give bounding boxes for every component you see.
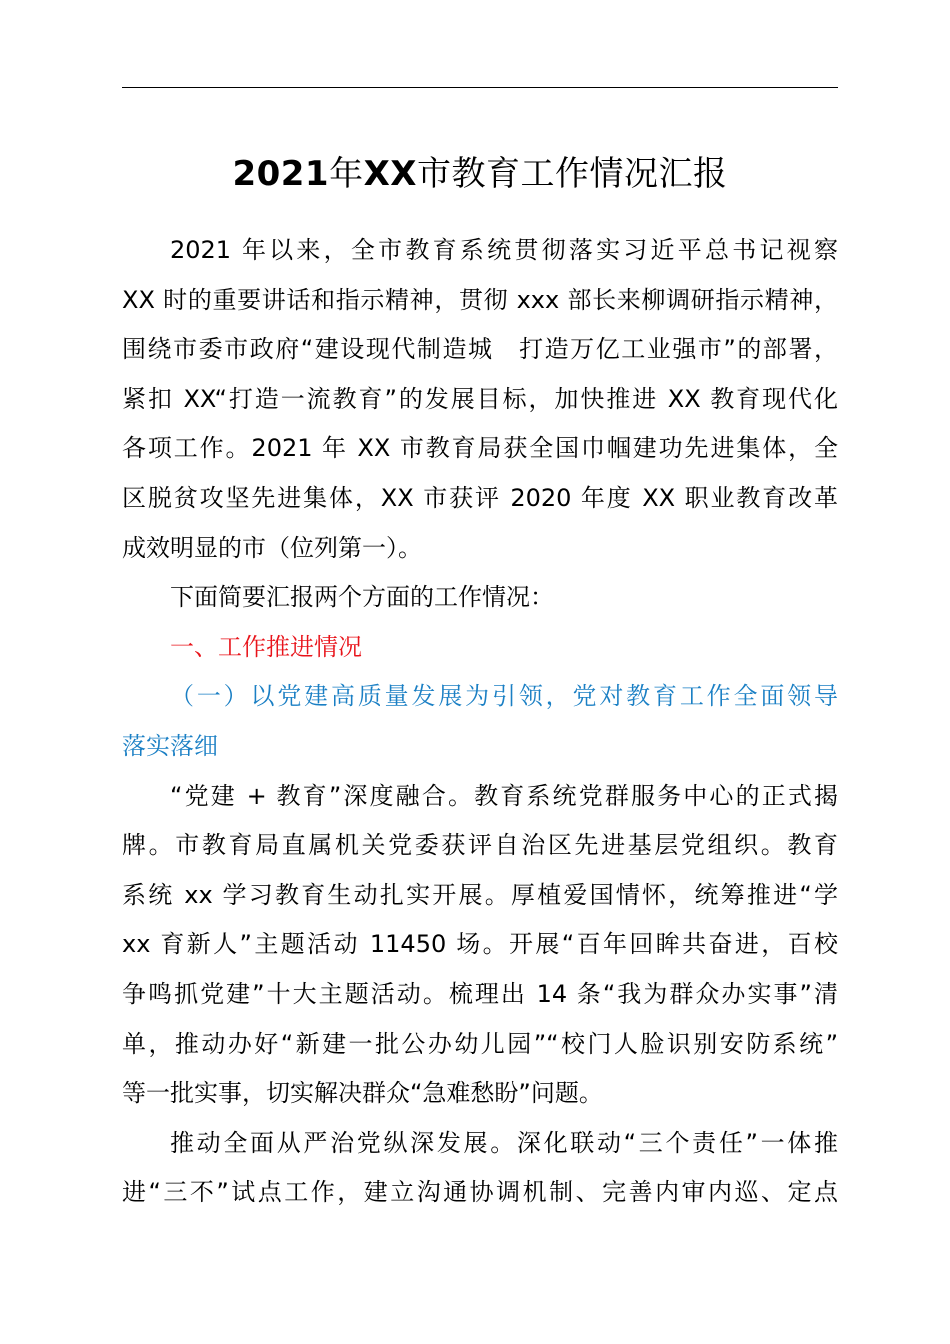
- paragraph-line: 各项工作。2021 年 XX 市教育局获全国巾帼建功先进集体，全: [122, 434, 838, 463]
- heading-line: 一、工作推进情况: [170, 632, 362, 661]
- paragraph-line: 围绕市委市政府“建设现代制造城 打造万亿工业强市”的部署，: [122, 335, 838, 364]
- paragraph-line: 争鸣抓党建”十大主题活动。梳理出 14 条“我为群众办实事”清: [122, 979, 838, 1008]
- heading-line: （一）以党建高质量发展为引领，党对教育工作全面领导: [170, 682, 838, 711]
- heading-line: 落实落细: [122, 731, 218, 760]
- paragraph-line: 等一批实事，切实解决群众“急难愁盼”问题。: [122, 1079, 603, 1108]
- title-rest: 市教育工作情况汇报: [417, 154, 728, 194]
- paragraph-line: xx 育新人”主题活动 11450 场。开展“百年回眸共奋进，百校: [122, 930, 838, 959]
- paragraph-line: 区脱贫攻坚先进集体，XX 市获评 2020 年度 XX 职业教育改革: [122, 483, 838, 512]
- paragraph-intro: [122, 226, 838, 573]
- header-rule: [122, 87, 838, 88]
- paragraph-line: 成效明显的市（位列第一）。: [122, 533, 422, 562]
- paragraph-line: 单，推动办好“新建一批公办幼儿园”“校门人脸识别安防系统”: [122, 1029, 838, 1058]
- title-year: 2021: [232, 154, 330, 194]
- paragraph-line: 系统 xx 学习教育生动扎实开展。厚植爱国情怀，统筹推进“学: [122, 880, 838, 909]
- paragraph-party-building: [122, 772, 838, 1119]
- section-heading-1: [122, 623, 838, 673]
- paragraph-line: 下面简要汇报两个方面的工作情况：: [170, 583, 554, 612]
- paragraph-line: 2021 年以来，全市教育系统贯彻落实习近平总书记视察: [170, 236, 838, 264]
- subsection-heading-1: [122, 672, 838, 771]
- title-nian: 年: [329, 154, 364, 194]
- paragraph-governance: [122, 1119, 838, 1218]
- document-title: [122, 150, 838, 198]
- paragraph-line: 紧扣 XX“打造一流教育”的发展目标，加快推进 XX 教育现代化: [122, 384, 838, 413]
- paragraph-line: 推动全面从严治党纵深发展。深化联动“三个责任”一体推: [170, 1128, 838, 1157]
- paragraph-line: 进“三不”试点工作，建立沟通协调机制、完善内审内巡、定点: [122, 1178, 838, 1207]
- paragraph-line: XX 时的重要讲话和指示精神，贯彻 xxx 部长来柳调研指示精神，: [122, 285, 838, 314]
- title-xx: XX: [363, 154, 418, 194]
- paragraph-overview: [122, 573, 838, 623]
- document-body: [122, 226, 838, 1218]
- paragraph-line: 牌。市教育局直属机关党委获评自治区先进基层党组织。教育: [122, 831, 838, 860]
- paragraph-line: “党建 + 教育”深度融合。教育系统党群服务中心的正式揭: [170, 781, 838, 810]
